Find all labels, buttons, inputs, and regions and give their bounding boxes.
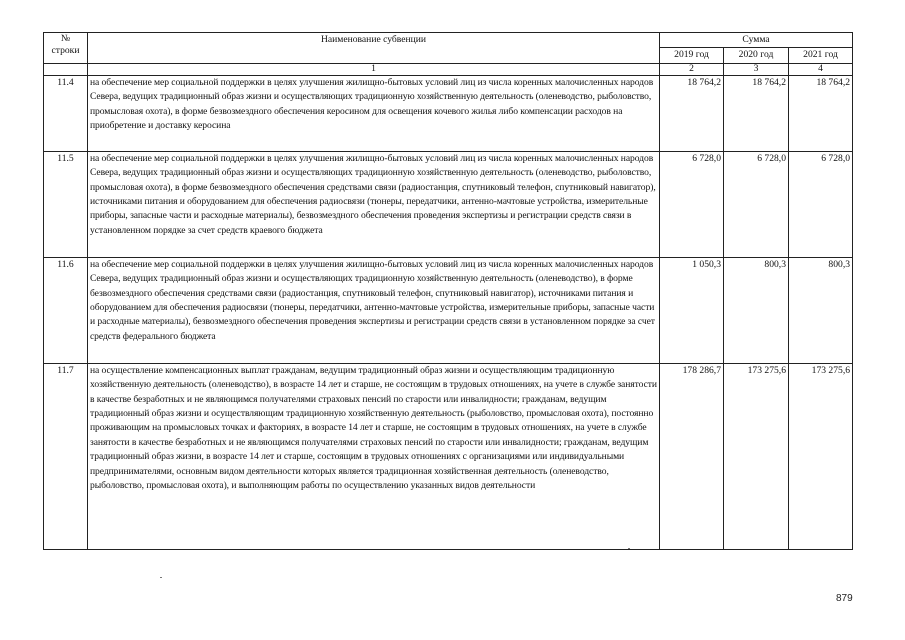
table-row [44, 257, 853, 363]
amount-2021: 6 728,0 [789, 151, 853, 257]
subvention-description: на обеспечение мер социальной поддержки в целях улучшения жилищно-бытовых условий лиц из числа коренных малочисленных народов Севера, ведущих традиционный образ жизни и осуществляющих традиционную хозяйственную деятельность (оленеводство, рыболовство, промысловая охота), в форме безвозмездного обеспечения керосином для освещения кочевого жилья либо компенсации расходов на приобретение и доставку керосина [88, 75, 660, 151]
index-cell-empty [44, 63, 88, 75]
subvention-table [43, 32, 853, 550]
sum-header: Сумма [660, 33, 853, 48]
amount-2020: 18 764,2 [724, 75, 789, 151]
index-cell-3: 3 [724, 63, 789, 75]
scan-speck [628, 548, 630, 549]
scan-speck [160, 577, 162, 578]
row-number: 11.7 [44, 363, 88, 549]
row-number: 11.4 [44, 75, 88, 151]
table-row [44, 151, 853, 257]
subvention-description: на осуществление компенсационных выплат гражданам, ведущим традиционный образ жизни и осуществляющим традиционную хозяйственную деятельность (оленеводство), в возрасте 14 лет и старше, не состоящим в трудовых отношениях, на учете в службе занятости в качестве безработных и не являющимся получателями страховых пенсий по старости или инвалидности; гражданам, ведущим традиционный образ жизни и осуществляющим традиционную хозяйственную деятельность (рыболовство, промысловая охота), постоянно проживающим на промысловых точках и факториях, в возрасте 14 лет и старше, не состоящим в трудовых отношениях, на учете в службе занятости в качестве безработных и не являющимся получателями страховых пенсий по старости или инвалидности; гражданам, ведущим традиционный образ жизни, в возрасте 14 лет и старше, состоящим в трудовых отношениях с организациями или индивидуальными предпринимателями, основным видом деятельности которых является традиционная хозяйственная деятельность (оленеводство, рыболовство, промысловая охота), и выполняющим работы по осуществлению указанных видов деятельности [88, 363, 660, 549]
row-number: 11.6 [44, 257, 88, 363]
page-number: 879 [836, 593, 853, 604]
amount-2021: 173 275,6 [789, 363, 853, 549]
amount-2020: 6 728,0 [724, 151, 789, 257]
index-cell-2: 2 [660, 63, 724, 75]
amount-2020: 173 275,6 [724, 363, 789, 549]
amount-2019: 1 050,3 [660, 257, 724, 363]
table-row [44, 75, 853, 151]
subvention-description: на обеспечение мер социальной поддержки в целях улучшения жилищно-бытовых условий лиц из числа коренных малочисленных народов Севера, ведущих традиционный образ жизни и осуществляющих традиционную хозяйственную деятельность (оленеводство), в форме безвозмездного обеспечения средствами связи (радиостанция, спутниковый телефон, спутниковый навигатор), источниками питания и оборудованием для обеспечения радиосвязи (тюнеры, передатчики, антенно-мачтовые устройства, измерительные приборы, запасные части и расходные материалы), безвозмездного обеспечения проведения экспертизы и регистрации средств связи в установленном порядке за счет средств федерального бюджета [88, 257, 660, 363]
amount-2020: 800,3 [724, 257, 789, 363]
row-number: 11.5 [44, 151, 88, 257]
index-cell-4: 4 [789, 63, 853, 75]
year-2021-header: 2021 год [789, 48, 853, 63]
amount-2019: 178 286,7 [660, 363, 724, 549]
subvention-description: на обеспечение мер социальной поддержки в целях улучшения жилищно-бытовых условий лиц из числа коренных малочисленных народов Севера, ведущих традиционный образ жизни и осуществляющих традиционную хозяйственную деятельность (оленеводство, рыболовство, промысловая охота), в форме безвозмездного обеспечения средствами связи (радиостанция, спутниковый телефон, спутниковый навигатор), источниками питания и оборудованием для обеспечения радиосвязи (тюнеры, передатчики, антенно-мачтовые устройства, измерительные приборы, запасные части и расходные материалы), безвозмездного обеспечения проведения экспертизы и регистрации средств связи в установленном порядке за счет средств краевого бюджета [88, 151, 660, 257]
subvention-name-header: Наименование субвенции [88, 33, 660, 64]
amount-2019: 18 764,2 [660, 75, 724, 151]
amount-2021: 18 764,2 [789, 75, 853, 151]
year-2019-header: 2019 год [660, 48, 724, 63]
year-2020-header: 2020 год [724, 48, 789, 63]
row-number-header-line1: № [60, 33, 71, 44]
row-number-header-line2: строки [51, 45, 80, 56]
row-number-header [44, 33, 88, 64]
amount-2019: 6 728,0 [660, 151, 724, 257]
amount-2021: 800,3 [789, 257, 853, 363]
index-cell-1: 1 [88, 63, 660, 75]
table-row [44, 363, 853, 549]
